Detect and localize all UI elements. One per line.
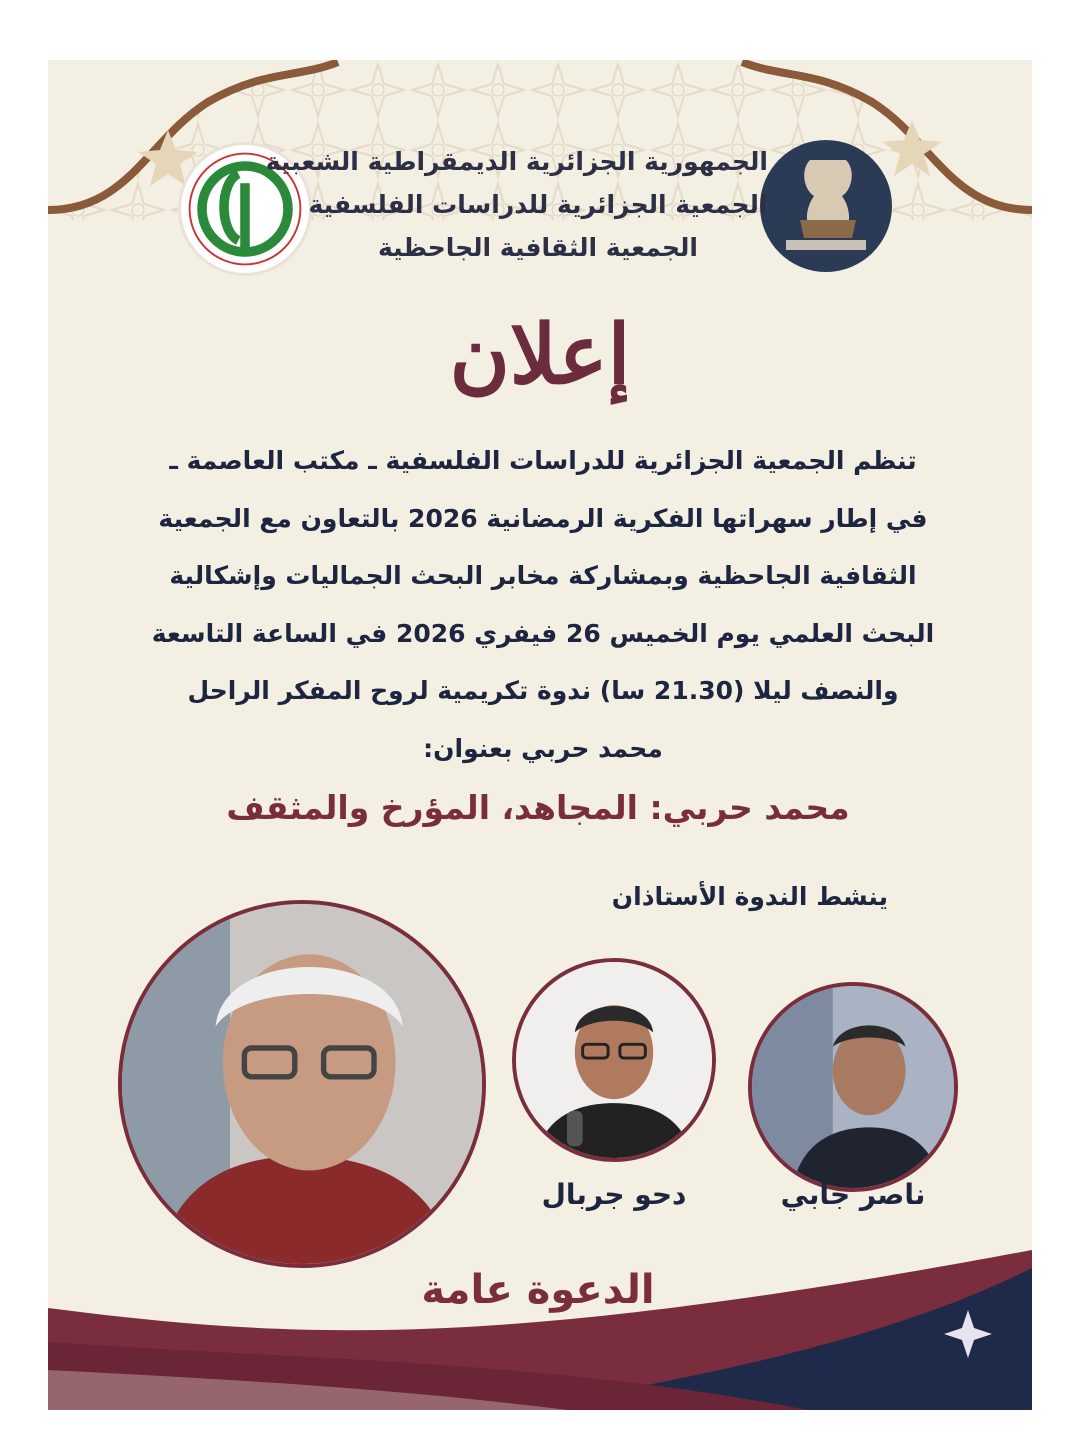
vase-emblem-icon [760,140,892,272]
portrait-icon [752,986,954,1188]
body-line-3: الثقافية الجاحظية وبمشاركة مخابر البحث الجماليات وإشكالية [169,561,917,590]
presenter-2-name: ناصر جابي [780,1178,926,1211]
header-line-2: الجمعية الجزائرية للدراسات الفلسفية [308,190,768,219]
portrait-icon [122,904,482,1264]
body-line-5: والنصف ليلا (21.30 سا) ندوة تكريمية لروح المفكر الراحل [187,676,899,705]
announcement-poster [48,60,1032,1410]
body-line-4: البحث العلمي يوم الخميس 26 فيفري 2026 في الساعة التاسعة [151,618,935,648]
header-line-3: الجمعية الثقافية الجاحظية [378,233,698,262]
body-line-2: في إطار سهراتها الفكرية الرمضانية 2026 بالتعاون مع الجمعية [158,503,928,533]
public-invitation: الدعوة عامة [421,1267,655,1313]
presenter-2-photo [748,982,958,1192]
page-title: إعلان [449,307,631,403]
presenter-1-photo [512,958,716,1162]
header-institutions [265,140,768,269]
header-line-1: الجمهورية الجزائرية الديمقراطية الشعبية [265,147,768,176]
portrait-icon [516,962,712,1158]
event-title: محمد حربي: المجاهد، المؤرخ والمثقف [226,788,850,827]
presenter-1-name: دحو جربال [541,1178,687,1211]
body-line-6: محمد حربي بعنوان: [423,733,663,763]
announcement-body [138,432,948,777]
body-line-1: تنظم الجمعية الجزائرية للدراسات الفلسفية ـ مكتب العاصمة ـ [169,446,917,475]
honoree-photo [118,900,486,1268]
presenters-label: ينشط الندوة الأستاذان [611,882,888,911]
jahidhiya-logo [760,140,892,272]
